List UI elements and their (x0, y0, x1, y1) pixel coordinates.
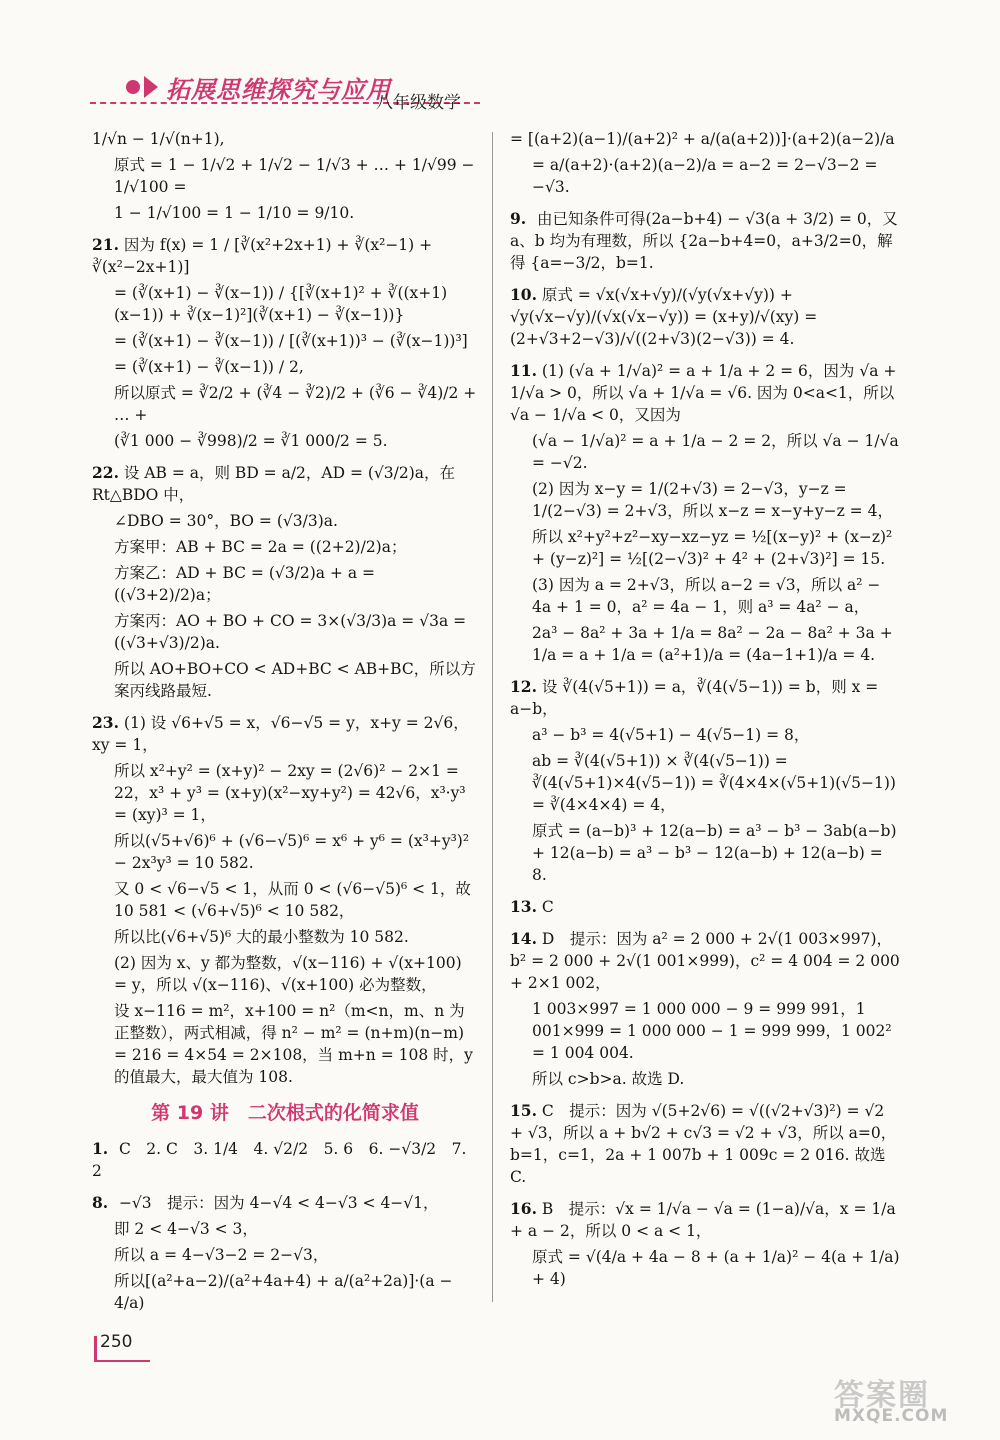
answer-line (510, 128, 902, 150)
answer-text: (2) 因为 x−y = 1/(2+√3) = 2−√3，y−z = 1/(2−√3) = 2+√3，所以 x−z = x−y+y−z = 4， (532, 480, 893, 520)
header-dot-icon (126, 80, 140, 94)
answer-text: (∛1 000 − ∛998)/2 = ∛1 000/2 = 5. (114, 432, 388, 450)
answer-text: 1 003×997 = 1 000 000 − 9 = 999 991，1 001×999 = 1 000 000 − 1 = 999 999，1 002² = 1 004 004. (532, 1000, 897, 1062)
answer-line (510, 1246, 905, 1290)
column-divider (492, 132, 493, 1302)
answer-text: a³ − b³ = 4(√5+1) − 4(√5−1) = 8， (532, 726, 810, 744)
answer-text: 原式 = (a−b)³ + 12(a−b) = a³ − b³ − 3ab(a−b) + 12(a−b) = a³ − b³ − 12(a−b) + 12(a−b) = 8. (532, 822, 902, 884)
answer-text: C 提示：因为 √(5+2√6) = √((√2+√3)²) = √2 + √3，所以 a + b√2 + c√3 = √2 + √3，所以 a=0，b=1，c=1，2a + 1 007b + 1 009c = 2 016. 故选 C. (510, 1102, 897, 1186)
answer-text: C (541, 898, 554, 916)
answer-line (92, 510, 478, 532)
answer-text: 所以 c>b>a. 故选 D. (532, 1070, 685, 1088)
question-number: 13. (510, 897, 537, 916)
answer-text: = a/(a+2)·(a+2)(a−2)/a = a−2 = 2−√3−2 = −√3. (532, 156, 883, 196)
answer-text: (3) 因为 a = 2+√3，所以 a−2 = √3，所以 a² − 4a + 1 = 0，a² = 4a − 1，则 a³ = 4a² − a， (532, 576, 886, 616)
question-number: 9. (510, 209, 527, 228)
answer-text: = [(a+2)(a−1)/(a+2)² + a/(a(a+2))]·(a+2)(a−2)/a (510, 130, 895, 148)
right-column (510, 128, 905, 1294)
answer-text: ∠DBO = 30°，BO = (√3/3)a. (114, 512, 338, 530)
answer-item (510, 896, 902, 918)
answer-text: (2) 因为 x、y 都为整数，√(x−116) + √(x+100) = y，所以 √(x−116)、√(x+100) 必为整数， (114, 954, 467, 994)
answer-line (92, 1000, 478, 1088)
answer-text: 即 2 < 4−√3 < 3， (114, 1220, 258, 1238)
answer-line (92, 1218, 478, 1240)
answer-line (510, 820, 902, 886)
answer-text: 方案甲：AB + BC = 2a = ((2+2)/2)a； (114, 538, 407, 556)
answer-item (510, 928, 905, 994)
answer-text: 设 x−116 = m²，x+100 = n²（m<n，m、n 为正整数），两式相减，得 n² − m² = (n+m)(n−m) = 216 = 4×54 = 2×108，当 m+n = 108 时，y 的值最大，最大值为 108. (114, 1002, 478, 1086)
answer-line (92, 128, 478, 150)
answer-line (92, 536, 478, 558)
answer-line (92, 562, 478, 606)
page-number-rule (94, 1360, 150, 1362)
series-title: 拓展思维探究与应用 (166, 76, 391, 104)
answer-line (92, 926, 478, 948)
answer-text: 所以 AO+BO+CO < AD+BC < AB+BC，所以方案丙线路最短. (114, 660, 476, 700)
answer-line (510, 724, 902, 746)
question-number: 8. (92, 1193, 109, 1212)
answer-text: (√a − 1/√a)² = a + 1/a − 2 = 2，所以 √a − 1/√a = −√2. (532, 432, 904, 472)
answer-line (92, 356, 478, 378)
answer-text: D 提示：因为 a² = 2 000 + 2√(1 003×997)，b² = 2 000 + 2√(1 001×999)，c² = 4 004 = 2 000 + 2×1 002， (510, 930, 905, 992)
answer-text: 方案乙：AD + BC = (√3/2)a + a = ((√3+2)/2)a； (114, 564, 380, 604)
answer-line (510, 526, 902, 570)
answer-text: −√3 提示：因为 4−√4 < 4−√3 < 4−√1， (118, 1194, 439, 1212)
answer-text: 因为 f(x) = 1 / [∛(x²+2x+1) + ∛(x²−1) + ∛(x²−2x+1)] (92, 236, 438, 276)
answer-item (92, 1138, 478, 1182)
answer-text: 设 AB = a，则 BD = a/2，AD = (√3/2)a，在 Rt△BDO 中， (92, 464, 460, 504)
answer-line (92, 154, 478, 198)
question-number: 21. (92, 235, 119, 254)
answer-item (92, 462, 478, 506)
answer-text: 所以 a = 4−√3−2 = 2−√3， (114, 1246, 329, 1264)
answer-text: (1) 设 √6+√5 = x，√6−√5 = y，x+y = 2√6，xy = 1， (92, 714, 469, 754)
answer-text: 所以[(a²+a−2)/(a²+4a+4) + a/(a²+2a)]·(a − 4/a) (114, 1272, 458, 1312)
answer-line (92, 952, 478, 996)
answer-line (92, 658, 478, 702)
answer-item (510, 676, 902, 720)
answer-text: (1) (√a + 1/√a)² = a + 1/a + 2 = 6，因为 √a + 1/√a > 0，所以 √a + 1/√a = √6. 因为 0<a<1，所以 √a − 1/√a < 0，又因为 (510, 362, 902, 424)
question-number: 14. (510, 929, 537, 948)
answer-text: = (∛(x+1) − ∛(x−1)) / [(∛(x+1))³ − (∛(x−1))³] (114, 332, 468, 350)
answer-text: 所以原式 = ∛2/2 + (∛4 − ∛2)/2 + (∛6 − ∛4)/2 + … + (114, 384, 482, 424)
answer-text: C 2. C 3. 1/4 4. √2/2 5. 6 6. −√3/2 7. 2 (92, 1140, 472, 1180)
answer-line (92, 1270, 478, 1314)
answer-text: 设 ∛(4(√5+1)) = a，∛(4(√5−1)) = b，则 x = a−b， (510, 678, 884, 718)
answer-line (92, 1244, 478, 1266)
answer-item (92, 1192, 478, 1214)
answer-line (510, 750, 902, 816)
header-arrow-icon (144, 76, 158, 98)
answer-text: 又 0 < √6−√5 < 1，从而 0 < (√6−√5)⁶ < 1，故 10 581 < (√6+√5)⁶ < 10 582， (114, 880, 476, 920)
question-number: 23. (92, 713, 119, 732)
answer-line (92, 430, 478, 452)
answer-line (510, 1068, 902, 1090)
watermark-text: 答案圈 (834, 1378, 930, 1413)
answer-text: 所以比(√6+√5)⁶ 大的最小整数为 10 582. (114, 928, 409, 946)
answer-line (92, 282, 478, 326)
left-column (92, 128, 482, 1318)
answer-text: ab = ∛(4(√5+1)) × ∛(4(√5−1)) = ∛(4(√5+1)×4(√5−1)) = ∛(4×4×(√5+1)(√5−1)) = ∛(4×4×4) = 4， (532, 752, 901, 814)
answer-line (92, 760, 478, 826)
answer-line (510, 478, 902, 522)
answer-text: = (∛(x+1) − ∛(x−1)) / {[∛(x+1)² + ∛((x+1)(x−1)) + ∛(x−1)²](∛(x+1) − ∛(x−1))} (114, 284, 448, 324)
answer-line (510, 622, 902, 666)
answer-text: 方案丙：AO + BO + CO = 3×(√3/3)a = √3a = ((√3+√3)/2)a. (114, 612, 472, 652)
answer-text: 由已知条件可得(2a−b+4) − √3(a + 3/2) = 0，又 a、b 均为有理数，所以 {2a−b+4=0，a+3/2=0，解得 {a=−3/2，b=1. (510, 210, 903, 272)
answer-text: = (∛(x+1) − ∛(x−1)) / 2, (114, 358, 304, 376)
question-number: 22. (92, 463, 119, 482)
answer-line (92, 878, 478, 922)
answer-text: 所以 x²+y²+z²−xy−xz−yz = ½[(x−y)² + (x−z)² + (y−z)²] = ½[(2−√3)² + 4² + (2+√3)²] = 15. (532, 528, 898, 568)
page-header (90, 58, 480, 113)
section-title: 第 19 讲 二次根式的化简求值 (151, 1102, 419, 1124)
page-number: 250 (100, 1332, 133, 1352)
answer-line (92, 202, 478, 224)
answer-line (92, 610, 478, 654)
answer-text: 原式 = 1 − 1/√2 + 1/√2 − 1/√3 + … + 1/√99 − 1/√100 = (114, 156, 480, 196)
answer-line (92, 830, 478, 874)
answer-item (92, 234, 478, 278)
answer-text: B 提示：√x = 1/√a − √a = (1−a)/√a，x = 1/a + a − 2，所以 0 < a < 1， (510, 1200, 901, 1240)
question-number: 12. (510, 677, 537, 696)
answer-line (510, 430, 902, 474)
grade-label: 八年级数学 (376, 93, 461, 113)
watermark-site: MXQE.COM (834, 1406, 949, 1426)
answer-item (510, 208, 902, 274)
answer-item (510, 1198, 902, 1242)
answer-line (510, 574, 902, 618)
question-number: 1. (92, 1139, 109, 1158)
watermark-logo (828, 1368, 988, 1430)
answer-item (510, 1100, 902, 1188)
answer-line (92, 330, 478, 352)
question-number: 16. (510, 1199, 537, 1218)
answer-text: 所以 x²+y² = (x+y)² − 2xy = (2√6)² − 2×1 = 22，x³ + y³ = (x+y)(x²−xy+y²) = 42√6，x³·y³ = (xy)³ = 1， (114, 762, 471, 824)
answer-text: 1 − 1/√100 = 1 − 1/10 = 9/10. (114, 204, 355, 222)
answer-item (510, 284, 902, 350)
answer-text: 所以(√5+√6)⁶ + (√6−√5)⁶ = x⁶ + y⁶ = (x³+y³)² − 2x³y³ = 10 582. (114, 832, 474, 872)
answer-line (510, 998, 902, 1064)
question-number: 10. (510, 285, 537, 304)
answer-text: 2a³ − 8a² + 3a + 1/a = 8a² − 2a − 8a² + 3a + 1/a = a + 1/a = (a²+1)/a = (4a−1+1)/a = 4. (532, 624, 898, 664)
answer-text: 原式 = √x(√x+√y)/(√y(√x+√y)) + √y(√x−√y)/(√x(√x−√y)) = (x+y)/√(xy) = (2+√3+2−√3)/√((2+√3)(2−√3)) = 4. (510, 286, 823, 348)
question-number: 15. (510, 1101, 537, 1120)
answer-item (92, 712, 478, 756)
answer-line (92, 382, 482, 426)
answer-line (510, 154, 902, 198)
page-number-bar (94, 1336, 97, 1360)
answer-text: 原式 = √(4/a + 4a − 8 + (a + 1/a)² − 4(a + 1/a) + 4) (532, 1248, 905, 1288)
answer-text: 1/√n − 1/√(n+1), (92, 130, 225, 148)
answer-item (510, 360, 902, 426)
question-number: 11. (510, 361, 537, 380)
